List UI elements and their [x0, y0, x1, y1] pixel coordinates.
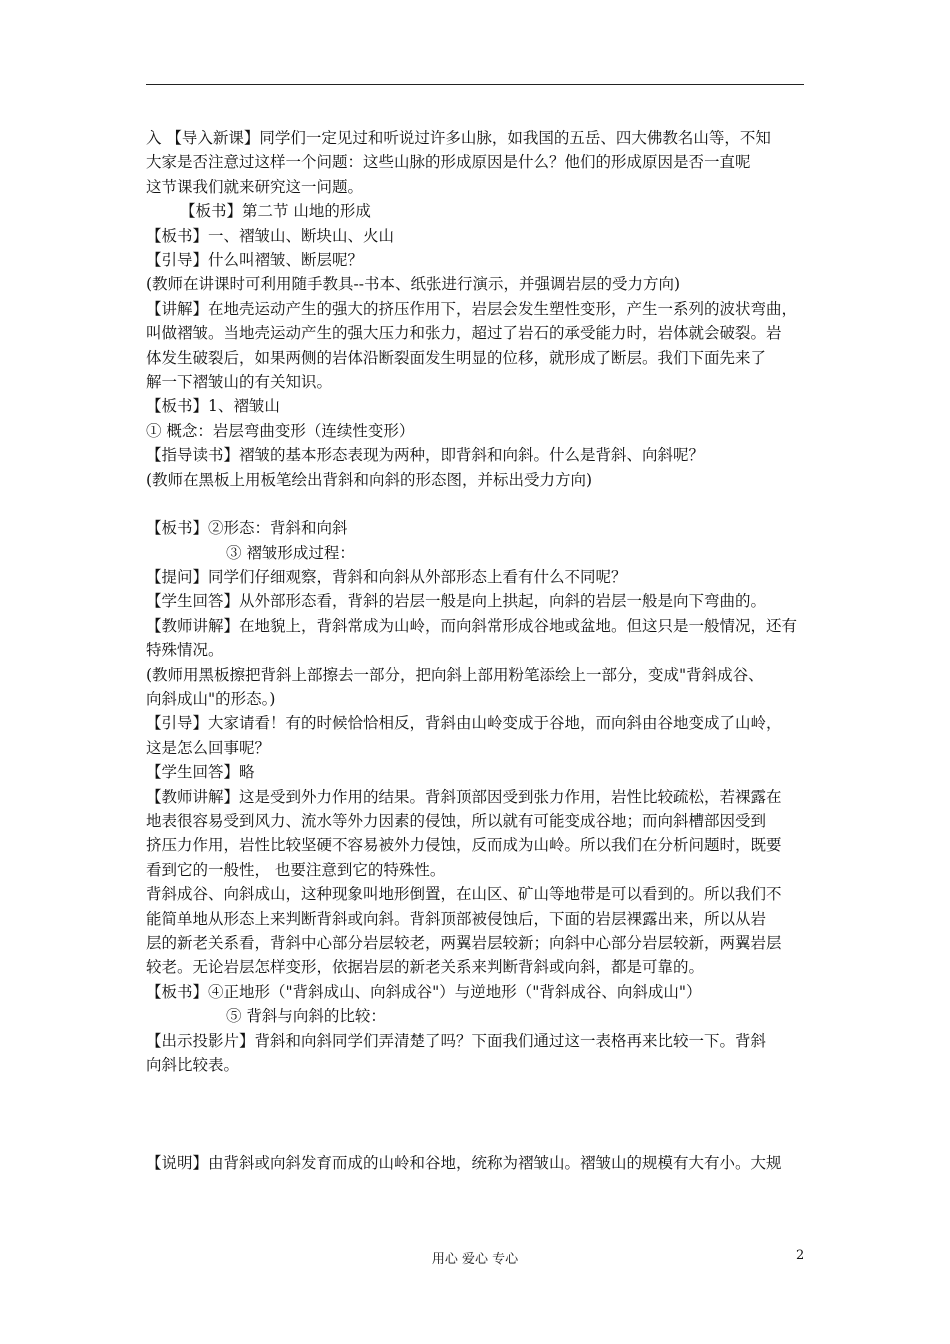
- text-line: (教师用黑板擦把背斜上部擦去一部分，把向斜上部用粉笔添绘上一部分，变成"背斜成谷、: [146, 665, 764, 684]
- text-line: 这节课我们就来研究这一问题。: [146, 177, 364, 196]
- text-line: 【板书】④正地形（"背斜成山、向斜成谷"）与逆地形（"背斜成谷、向斜成山"）: [146, 982, 702, 1001]
- text-line: 较老。无论岩层怎样变形，依据岩层的新老关系来判断背斜或向斜，都是可靠的。: [146, 958, 705, 977]
- text-line: 叫做褶皱。当地壳运动产生的强大压力和张力，超过了岩石的承受能力时，岩体就会破裂。岩: [146, 324, 782, 343]
- spacer: [146, 492, 812, 516]
- text-line: 大家是否注意过这样一个问题：这些山脉的形成原因是什么？他们的形成原因是否一直呢: [146, 153, 751, 172]
- text-line: (教师在讲课时可利用随手教具--书本、纸张进行演示，并强调岩层的受力方向): [146, 275, 681, 294]
- footer-motto: 用心 爱心 专心: [431, 1252, 519, 1267]
- text-line: 【板书】1、褶皱山: [146, 397, 280, 416]
- header-rule: [146, 84, 804, 85]
- text-line: 【引导】大家请看！有的时候恰恰相反，背斜由山岭变成于谷地，而向斜由谷地变成了山岭，: [146, 714, 782, 733]
- text-line: 【板书】一、褶皱山、断块山、火山: [146, 226, 395, 245]
- text-line: 【出示投影片】背斜和向斜同学们弄清楚了吗？下面我们通过这一表格再来比较一下。背斜: [146, 1031, 767, 1050]
- text-line: 【讲解】在地壳运动产生的强大的挤压作用下，岩层会发生塑性变形，产生一系列的波状弯曲，: [146, 299, 798, 318]
- text-line: 【学生回答】略: [146, 763, 255, 782]
- text-line: 【提问】同学们仔细观察，背斜和向斜从外部形态上看有什么不同呢？: [146, 567, 627, 586]
- text-line: ③ 褶皱形成过程：: [226, 543, 355, 562]
- document-body: [146, 126, 812, 1176]
- text-line: 【说明】由背斜或向斜发育而成的山岭和谷地，统称为褶皱山。褶皱山的规模有大有小。大规: [146, 1154, 782, 1173]
- text-line: 【板书】第二节 山地的形成: [180, 202, 371, 221]
- text-line: ⑤ 背斜与向斜的比较：: [226, 1007, 386, 1026]
- text-line: 入 【导入新课】同学们一定见过和听说过许多山脉，如我国的五岳、四大佛教名山等，不知: [146, 129, 771, 147]
- text-line: 地表很容易受到风力、流水等外力因素的侵蚀，所以就有可能变成谷地；而向斜槽部因受到: [146, 811, 767, 830]
- text-line: 背斜成谷、向斜成山，这种现象叫地形倒置，在山区、矿山等地带是可以看到的。所以我们不: [146, 885, 782, 904]
- text-line: 【学生回答】从外部形态看，背斜的岩层一般是向上拱起，向斜的岩层一般是向下弯曲的。: [146, 592, 767, 611]
- text-line: 向斜比较表。: [146, 1056, 240, 1075]
- page-number: 2: [796, 1248, 805, 1263]
- text-line: 解一下褶皱山的有关知识。: [146, 373, 333, 392]
- text-line: 【教师讲解】在地貌上，背斜常成为山岭，而向斜常形成谷地或盆地。但这只是一般情况，还有: [146, 616, 798, 635]
- text-line: 层的新老关系看，背斜中心部分岩层较老，两翼岩层较新；向斜中心部分岩层较新，两翼岩层: [146, 934, 782, 952]
- text-line: 特殊情况。: [146, 641, 224, 660]
- text-line: ① 概念：岩层弯曲变形（连续性变形）: [146, 421, 415, 440]
- text-line: 【引导】什么叫褶皱、断层呢？: [146, 251, 364, 270]
- text-line: 【教师讲解】这是受到外力作用的结果。背斜顶部因受到张力作用，岩性比较疏松，若裸露在: [146, 787, 782, 806]
- text-line: 体发生破裂后，如果两侧的岩体沿断裂面发生明显的位移，就形成了断层。我们下面先来了: [146, 348, 767, 367]
- text-line: (教师在黑板上用板笔绘出背斜和向斜的形态图，并标出受力方向): [146, 470, 593, 489]
- text-line: 这是怎么回事呢？: [146, 738, 271, 757]
- text-line: 【板书】②形态：背斜和向斜: [146, 519, 348, 538]
- text-line: 看到它的一般性， 也要注意到它的特殊性。: [146, 860, 446, 879]
- text-line: 【指导读书】褶皱的基本形态表现为两种，即背斜和向斜。什么是背斜、向斜呢？: [146, 446, 705, 465]
- spacer: [146, 1077, 812, 1151]
- text-line: 能简单地从形态上来判断背斜或向斜。背斜顶部被侵蚀后，下面的岩层裸露出来，所以从岩: [146, 909, 767, 928]
- text-line: 向斜成山"的形态。): [146, 689, 276, 708]
- text-line: 挤压力作用，岩性比较坚硬不容易被外力侵蚀，反而成为山岭。所以我们在分析问题时，既要: [146, 836, 782, 855]
